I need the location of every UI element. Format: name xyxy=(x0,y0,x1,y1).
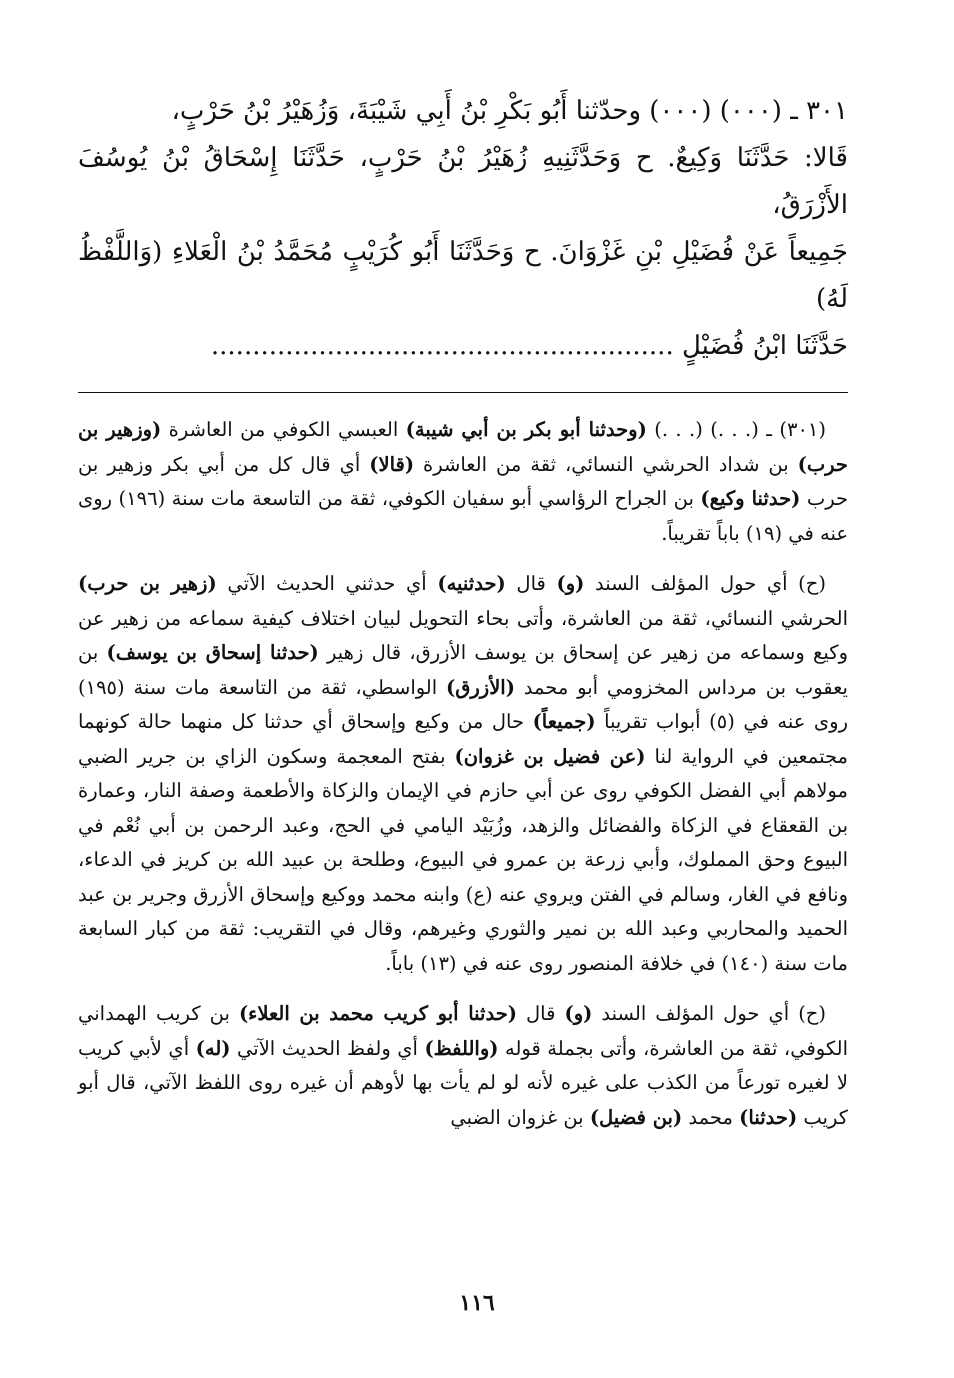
bold-term: (قالا) xyxy=(369,452,415,476)
text-run: أي ولفظ الحديث الآتي xyxy=(230,1036,425,1060)
text-run: حال من وكيع وإسحاق أي حدثنا كل منهما حالة كونهما مجتمعين في الرواية لنا xyxy=(78,710,849,768)
hadith-line: حَدَّثَنَا ابْنُ فُضَيْلٍ ........................................................ xyxy=(210,331,848,361)
commentary-paragraph-3 xyxy=(78,997,848,1135)
bold-term: (حدثنيه) xyxy=(437,572,506,595)
text-run: بن كريب الهمداني الكوفي، ثقة من العاشرة، وأتى بجملة قوله xyxy=(78,1002,848,1060)
bold-term: (حدثنا) xyxy=(739,1105,798,1129)
bold-term: (و) xyxy=(556,572,585,595)
bold-term: (عن فضيل بن غزوان) xyxy=(454,744,646,768)
text-run: أي قال كل من أبي بكر وزهير بن حرب xyxy=(78,452,849,510)
text-run: بن غزوان الضبي xyxy=(450,1105,590,1129)
bold-term: (وزهير بن حرب) xyxy=(78,418,848,476)
text-run: بن شداد الحرشي النسائي، ثقة من العاشرة xyxy=(414,452,798,476)
bold-term: (حدثنا إسحاق بن يوسف) xyxy=(106,641,319,664)
bold-term: (جميعاً) xyxy=(532,710,596,733)
text-run: بفتح المعجمة وسكون الزاي بن جرير الضبي مولاهم أبي الفضل الكوفي روى عن أبي حازم في الإيمان والزكاة والأطعمة وصفة النار، وعمارة بن القعقاع في الزكاة والفضائل والزهد، وزُبَيْد اليامي في الحج، وعبد الرحمن بن أبي نُعْم في البيوع وحق المملوك، وأبي زرعة بن عمرو في البيوع، وطلحة بن عبيد الله بن كريز في الدعاء، ونافع في الغار، وسالم في الفتن ويروي عنه (ع) وابنه محمد ووكيع وإسحاق الأزرق وجرير بن عبد الحميد والمحاربي وعبد الله بن نمير والثوري وغيرهم، وقال في التقريب: ثقة من كبار السابعة مات سنة (١٤٠) في خلافة المنصور روى عنه في (١٣) باباً. xyxy=(78,744,848,975)
bold-term: (واللفظ) xyxy=(424,1036,499,1060)
text-run: (٣٠١) ـ (. . .) (. . .) xyxy=(646,418,826,441)
hadith-text xyxy=(78,88,848,370)
bold-term: (وحدثنا أبو بكر بن أبي شيبة) xyxy=(405,418,647,441)
bold-term: (و) xyxy=(564,1002,593,1025)
commentary-paragraph-2 xyxy=(78,567,848,981)
text-run: بن الجراح الرؤاسي أبو سفيان الكوفي، ثقة من التاسعة مات سنة (١٩٦) روى عنه في (١٩) باباً تقريباً. xyxy=(78,487,848,545)
bold-term: (له) xyxy=(195,1036,231,1060)
bold-term: (بن فضيل) xyxy=(589,1105,683,1129)
commentary-paragraph-1 xyxy=(78,413,848,551)
bold-term: (زهير بن حرب) xyxy=(78,572,217,595)
text-run: الواسطي، ثقة من التاسعة مات سنة (١٩٥) روى عنه في (٥) أبواب تقريباً xyxy=(78,675,849,733)
text-run: العبسي الكوفي من العاشرة xyxy=(161,418,406,441)
hadith-line: ٣٠١ ـ (٠٠٠) (٠٠٠) وحدّثنا أَبُو بَكْرِ بْنُ أَبِي شَيْبَةَ، وَزُهَيْرُ بْنُ حَرْبٍ، xyxy=(171,96,848,126)
commentary xyxy=(78,413,848,1135)
text-run: قال xyxy=(516,1002,565,1025)
text-run: قال xyxy=(505,572,557,595)
bold-term: (حدثنا أبو كريب محمد بن العلاء) xyxy=(238,1002,517,1025)
page-number: ١١٦ xyxy=(459,1290,495,1316)
text-run: الحرشي النسائي، ثقة من العاشرة، وأتى بحاء التحويل لبيان اختلاف كيفية سماعه من زهير عن وكيع وسماعه من زهير عن إسحاق بن يوسف الأزرق، قال زهير xyxy=(78,606,848,664)
text-run: (ح) أي حول المؤلف السند xyxy=(584,572,826,595)
text-run: (ح) أي حول المؤلف السند xyxy=(592,1002,827,1025)
separator-rule xyxy=(78,392,848,393)
text-run: بن يعقوب بن مرداس المخزومي أبو محمد xyxy=(78,641,848,699)
text-run: محمد xyxy=(682,1105,740,1129)
bold-term: (الأزرق) xyxy=(446,675,515,699)
hadith-line: جَمِيعاً عَنْ فُضَيْلِ بْنِ غَزْوَانَ. ح وَحَدَّثَنَا أَبُو كُرَيْبٍ مُحَمَّدُ بْنُ الْعَلاءِ (وَاللَّفْظُ لَهُ) xyxy=(78,237,848,314)
page-body xyxy=(78,88,848,1151)
bold-term: (حدثنا وكيع) xyxy=(700,487,801,510)
text-run: أي حدثني الحديث الآتي xyxy=(216,572,438,595)
hadith-line: قَالا: حَدَّثَنَا وَكِيعٌ. ح وَحَدَّثَنِيهِ زُهَيْرُ بْنُ حَرْبٍ، حَدَّثَنَا إِسْحَاقُ بْنُ يُوسُفَ الأَزْرَقُ، xyxy=(78,143,848,220)
text-run: أي لأبي كريب لا لغيره تورعاً من الكذب على غيره لأنه لو لم يأت بها لأوهم أن غيره روى اللفظ الآتي، قال أبو كريب xyxy=(78,1036,848,1129)
